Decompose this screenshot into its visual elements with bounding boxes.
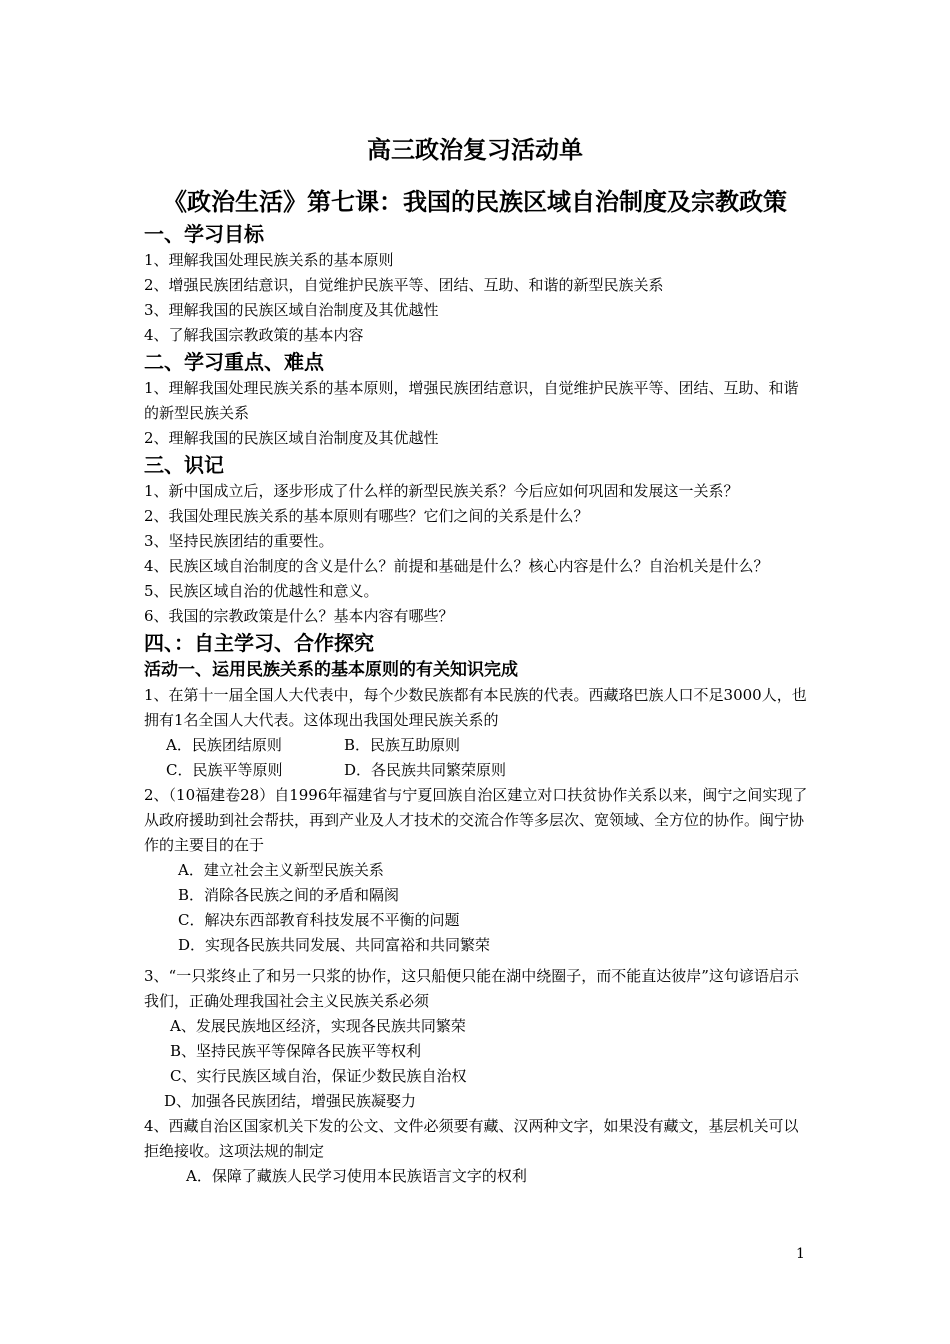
option-a: A．建立社会主义新型民族关系 — [178, 861, 384, 879]
section-heading-memorize: 三、识记 — [144, 453, 224, 477]
option-b: B、坚持民族平等保障各民族平等权利 — [170, 1042, 422, 1060]
list-item: 2、理解我国的民族区域自治制度及其优越性 — [144, 429, 439, 447]
option-c: C．解决东西部教育科技发展不平衡的问题 — [178, 911, 460, 929]
question-1-stem: 1、在第十一届全国人大代表中，每个少数民族都有本民族的代表。西藏珞巴族人口不足3000人，也拥有1名全国人大代表。这体现出我国处理民族关系的 — [144, 686, 807, 729]
question-3-stem: 3、“一只浆终止了和另一只浆的协作，这只船便只能在湖中绕圈子，而不能直达彼岸”这句谚语启示我们，正确处理我国社会主义民族关系必须 — [144, 967, 799, 1010]
list-item: 1、理解我国处理民族关系的基本原则 — [144, 251, 394, 269]
section-heading-inquiry: 四、：自主学习、合作探究 — [144, 631, 374, 655]
list-item: 3、理解我国的民族区域自治制度及其优越性 — [144, 301, 439, 319]
list-item: 1、新中国成立后，逐步形成了什么样的新型民族关系？今后应如何巩固和发展这一关系？ — [144, 482, 739, 500]
option-c: C．民族平等原则 — [166, 761, 283, 779]
section-heading-objectives: 一、学习目标 — [144, 222, 264, 246]
option-b: B．消除各民族之间的矛盾和隔阂 — [178, 886, 400, 904]
list-item: 5、民族区域自治的优越性和意义。 — [144, 582, 379, 600]
activity-heading: 活动一、运用民族关系的基本原则的有关知识完成 — [144, 660, 518, 680]
list-item: 2、我国处理民族关系的基本原则有哪些？它们之间的关系是什么？ — [144, 507, 589, 525]
document-title: 高三政治复习活动单 — [367, 136, 583, 164]
list-item: 4、了解我国宗教政策的基本内容 — [144, 326, 364, 344]
list-item: 4、民族区域自治制度的含义是什么？前提和基础是什么？核心内容是什么？自治机关是什么？ — [144, 557, 769, 575]
option-b: B．民族互助原则 — [344, 736, 461, 754]
option-a: A、发展民族地区经济，实现各民族共同繁荣 — [170, 1017, 466, 1035]
option-d: D、加强各民族团结，增强民族凝娶力 — [164, 1092, 417, 1110]
list-item: 3、坚持民族团结的重要性。 — [144, 532, 334, 550]
list-item: 2、增强民族团结意识，自觉维护民族平等、团结、互助、和谐的新型民族关系 — [144, 276, 664, 294]
option-d: D．实现各民族共同发展、共同富裕和共同繁荣 — [178, 936, 491, 954]
option-a: A．民族团结原则 — [166, 736, 282, 754]
section-heading-key-points: 二、学习重点、难点 — [144, 350, 324, 374]
document-body — [144, 220, 810, 1189]
option-c: C、实行民族区域自治，保证少数民族自治权 — [170, 1067, 467, 1085]
question-2-stem: 2、（10福建卷28）自1996年福建省与宁夏回族自治区建立对口扶贫协作关系以来，闽宁之间实现了从政府援助到社会帮扶，再到产业及人才技术的交流合作等多层次、宽领域、全方位的协作。闽宁协作的主要目的在于 — [144, 786, 808, 854]
document-subtitle: 《政治生活》第七课：我国的民族区域自治制度及宗教政策 — [163, 188, 787, 216]
page-number: 1 — [796, 1246, 805, 1262]
list-item: 6、我国的宗教政策是什么？基本内容有哪些？ — [144, 607, 454, 625]
question-1-options-row-2 — [144, 758, 810, 783]
option-a: A．保障了藏族人民学习使用本民族语言文字的权利 — [186, 1167, 527, 1185]
option-d: D．各民族共同繁荣原则 — [344, 761, 507, 779]
question-4-stem: 4、西藏自治区国家机关下发的公文、文件必须要有藏、汉两种文字，如果没有藏文，基层机关可以拒绝接收。这项法规的制定 — [144, 1117, 799, 1160]
list-item: 1、理解我国处理民族关系的基本原则，增强民族团结意识，自觉维护民族平等、团结、互助、和谐的新型民族关系 — [144, 379, 799, 422]
question-1-options-row-1 — [144, 733, 810, 758]
